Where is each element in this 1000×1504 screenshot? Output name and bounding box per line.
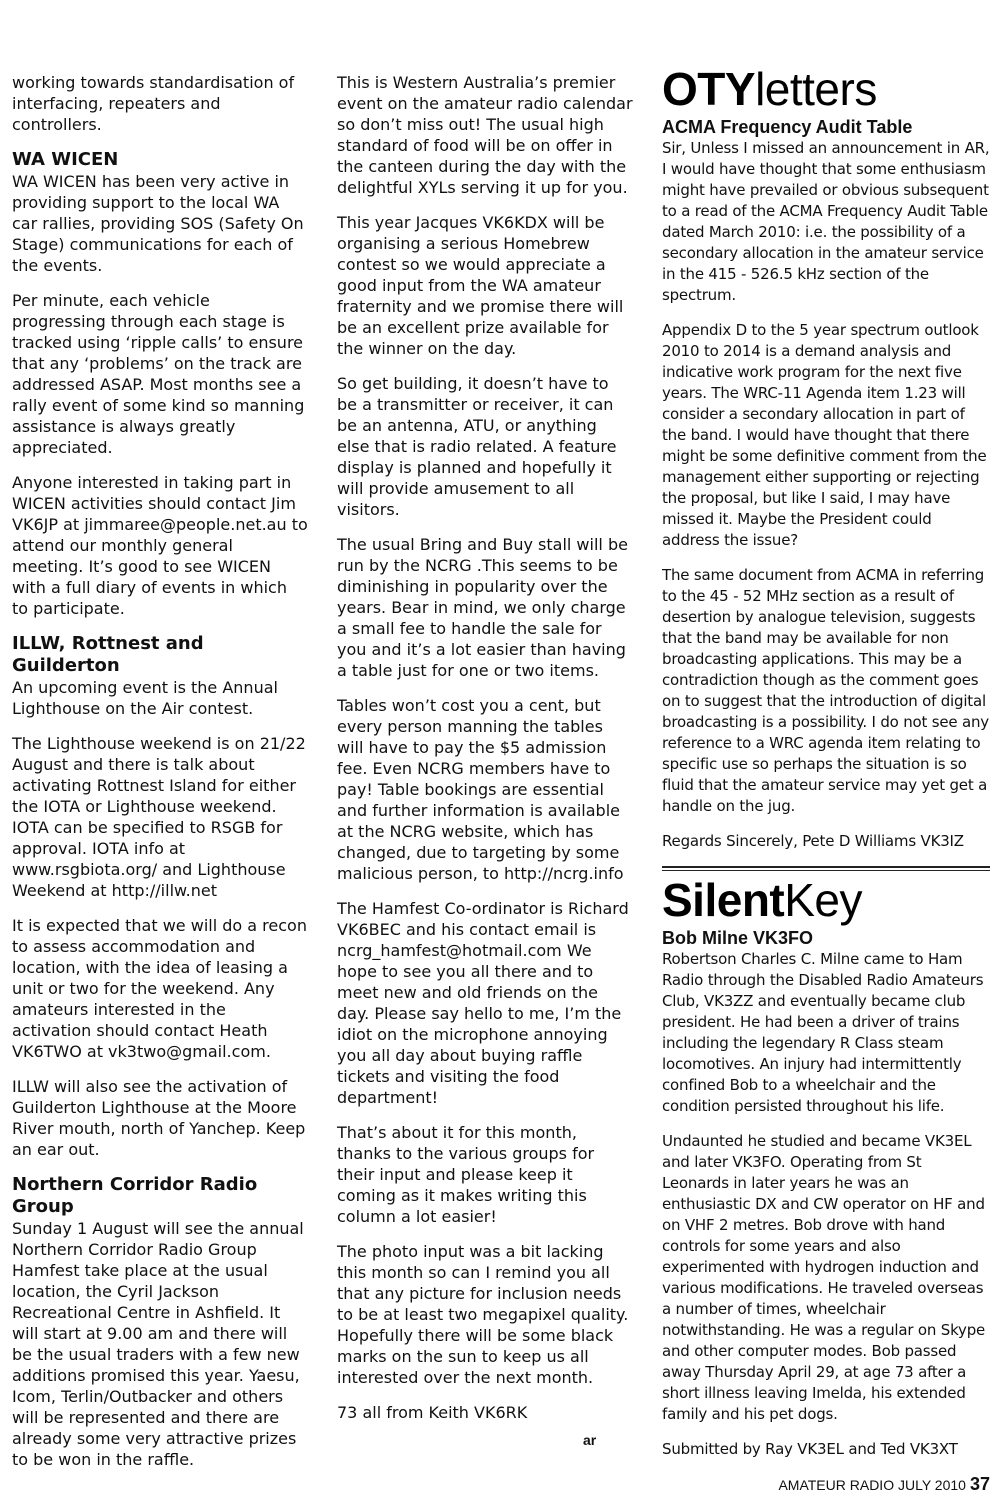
hamfest-paragraph: This is Western Australia’s premier event on the amateur radio calendar so don’t miss out! The usual high standard of food will be on offer in the canteen during the day with the delightful XYLs serving it up for you.	[337, 73, 633, 197]
wa-wicen-heading: WA WICEN	[12, 149, 119, 170]
column-3	[662, 63, 990, 1474]
acma-heading: ACMA Frequency Audit Table	[662, 117, 913, 137]
obituary-signoff: Submitted by Ray VK3EL and Ted VK3XT	[662, 1440, 958, 1458]
wa-wicen-section	[12, 149, 308, 619]
wa-wicen-paragraph: WA WICEN has been very active in providing support to the local WA car rallies, providing SOS (Safety On Stage) communications for each of the events.	[12, 172, 304, 275]
oty-title-light: letters	[755, 63, 877, 115]
page-number: 37	[969, 1474, 990, 1494]
hamfest-paragraph: Tables won’t cost you a cent, but every person manning the tables will have to pay the $5 admission fee. Even NCRG members have to pay! Table bookings are essential and further information is available at the NCRG website, which has changed, due to targeting by some malicious person, to http://ncrg.info	[337, 696, 624, 883]
column-1	[12, 72, 308, 1484]
ncrg-section	[12, 1174, 308, 1470]
closing-paragraph: The photo input was a bit lacking this month so can I remind you all that any picture for inclusion needs to be at least two megapixel quality. Hopefully there will be some black marks on the sun to keep us all interested over the next month.	[337, 1242, 629, 1387]
page-footer	[778, 1474, 990, 1495]
illw-heading: ILLW, Rottnest and Guilderton	[12, 633, 204, 676]
letter-signoff: Regards Sincerely, Pete D Williams VK3IZ	[662, 832, 964, 850]
illw-paragraph: It is expected that we will do a recon to assess accommodation and location, with the idea of leasing a unit or two for the weekend. Any amateurs interested in the activation should contact Heath VK6TWO at vk3two@gmail.com.	[12, 916, 307, 1061]
hamfest-paragraph: The Hamfest Co-ordinator is Richard VK6BEC and his contact email is ncrg_hamfest@hotmail.com We hope to see you all there and to meet new and old friends on the day. Please say hello to me, I’m the idiot on the microphone annoying you all day about buying raffle tickets and visiting the food department!	[337, 899, 629, 1107]
ncrg-heading: Northern Corridor Radio Group	[12, 1174, 258, 1217]
letter-paragraph: Appendix D to the 5 year spectrum outlook 2010 to 2014 is a demand analysis and indicative work program for the next five years. The WRC-11 Agenda item 1.23 will consider a secondary allocation in part of the band. I would have thought that there might be some definitive comment from the management either supporting or rejecting the proposal, but like I said, I may have missed it. Maybe the President could address the issue?	[662, 321, 987, 549]
hamfest-paragraph: This year Jacques VK6KDX will be organising a serious Homebrew contest so we would appreciate a good input from the WA amateur fraternity and we promise there will be an excellent prize available for the winner on the day.	[337, 213, 624, 358]
illw-paragraph: The Lighthouse weekend is on 21/22 August and there is talk about activating Rottnest Island for either the IOTA or Lighthouse weekend. IOTA can be specified to RSGB for approval. IOTA info at www.rsgbiota.org/ and Lighthouse Weekend at http://illw.net	[12, 734, 306, 900]
silent-title-light: Key	[784, 874, 863, 926]
obituary-paragraph: Undaunted he studied and became VK3EL and later VK3FO. Operating from St Leonards in later years he was an enthusiastic DX and CW operator on HF and on VHF 2 metres. Bob drove with hand controls for some years and also experimented with hydrogen induction and various modifications. He traveled overseas a number of times, wheelchair notwithstanding. He was a regular on Skype and other computer modes. Bob passed away Thursday April 29, at age 73 after a short illness leaving Imelda, his extended family and his pet dogs.	[662, 1132, 986, 1423]
ar-end-mark: ar	[583, 1432, 597, 1448]
wa-wicen-paragraph: Per minute, each vehicle progressing through each stage is tracked using ‘ripple calls’ to ensure that any ‘problems’ on the track are addressed ASAP. Most months see a rally event of some kind so manning assistance is always greatly appreciated.	[12, 291, 305, 457]
column-2	[337, 72, 633, 1437]
obituary-heading: Bob Milne VK3FO	[662, 928, 814, 948]
ncrg-paragraph: Sunday 1 August will see the annual Northern Corridor Radio Group Hamfest take place at the usual location, the Cyril Jackson Recreational Centre in Ashfield. It will start at 9.00 am and there will be the usual traders with a few new additions promised this year. Yaesu, Icom, Terlin/Outbacker and others will be represented and there are already some very attractive prizes to be won in the raffle.	[12, 1219, 304, 1469]
hamfest-paragraph: The usual Bring and Buy stall will be run by the NCRG .This seems to be diminishing in popularity over the years. Bear in mind, we only charge a small fee to handle the sale for you and it’s a lot easier than having a table just for one or two items.	[337, 535, 628, 680]
letter-paragraph: Sir, Unless I missed an announcement in AR, I would have thought that some enthusiasm might have prevailed or obvious subsequent to a read of the ACMA Frequency Audit Table dated March 2010: i.e. the possibility of a secondary allocation in the amateur service in the 415 - 526.5 kHz section of the spectrum.	[662, 139, 990, 304]
wa-wicen-paragraph: Anyone interested in taking part in WICEN activities should contact Jim VK6JP at jimmaree@people.net.au to attend our monthly general meeting. It’s good to see WICEN with a full diary of events in which to participate.	[12, 473, 308, 618]
section-divider	[662, 866, 990, 871]
illw-section	[12, 633, 308, 1160]
illw-paragraph: ILLW will also see the activation of Guilderton Lighthouse at the Moore River mouth, north of Yanchep. Keep an ear out.	[12, 1077, 306, 1159]
hamfest-paragraph: So get building, it doesn’t have to be a transmitter or receiver, it can be an antenna, ATU, or anything else that is radio related. A feature display is planned and hopefully it will provide amusement to all visitors.	[337, 374, 617, 519]
obituary-paragraph: Robertson Charles C. Milne came to Ham Radio through the Disabled Radio Amateurs Club, VK3ZZ and eventually became club president. He had been a driver of trains including the legendary R Class steam locomotives. An injury had intermittently confined Bob to a wheelchair and the condition persisted throughout his life.	[662, 950, 984, 1115]
author-signoff: 73 all from Keith VK6RK	[337, 1403, 528, 1422]
oty-title-bold: OTY	[662, 63, 756, 115]
magazine-issue: AMATEUR RADIO JULY 2010	[778, 1477, 966, 1493]
intro-paragraph: working towards standardisation of interfacing, repeaters and controllers.	[12, 73, 295, 134]
closing-paragraph: That’s about it for this month, thanks to the various groups for their input and please keep it coming as it makes writing this column a lot easier!	[337, 1123, 595, 1226]
silent-title-bold: Silent	[662, 874, 785, 926]
silent-key-title	[662, 874, 990, 926]
oty-letters-title	[662, 63, 990, 115]
illw-paragraph: An upcoming event is the Annual Lighthouse on the Air contest.	[12, 678, 278, 718]
letter-paragraph: The same document from ACMA in referring to the 45 - 52 MHz section as a result of desertion by analogue television, suggests that the band may be available for non broadcasting applications. This may be a contradiction though as the comment goes on to suggest that the introduction of digital broadcasting is a possibility. I do not see any reference to a WRC agenda item relating to specific use so perhaps the situation is so fluid that the amateur service may yet get a handle on the jug.	[662, 566, 989, 815]
